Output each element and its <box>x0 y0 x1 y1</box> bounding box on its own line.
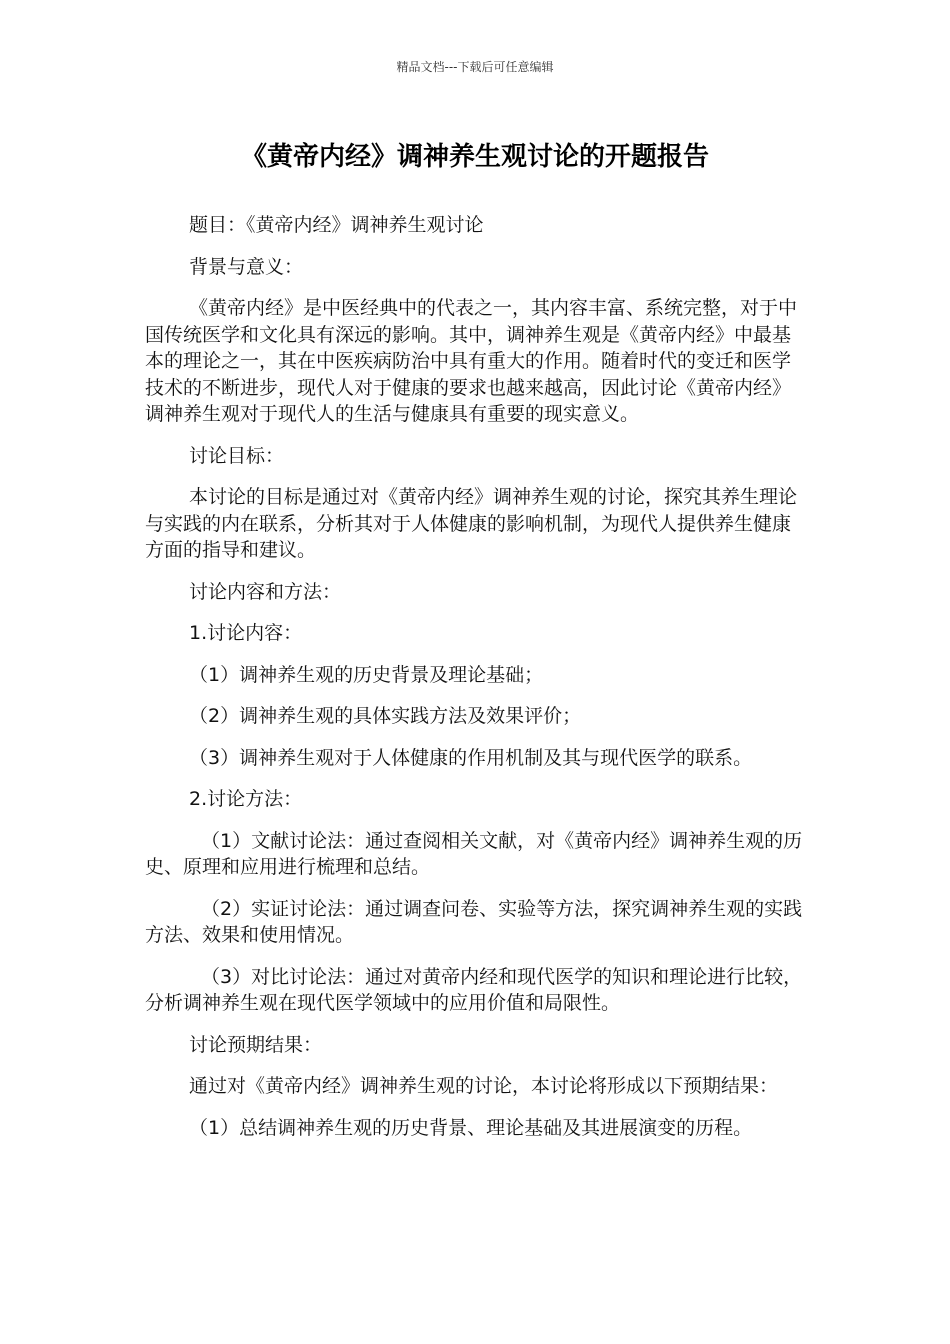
method-item-2: （2）实证讨论法：通过调查问卷、实验等方法，探究调神养生观的实践方法、效果和使用情况。 <box>145 897 803 946</box>
background-paragraph: 《黄帝内经》是中医经典中的代表之一，其内容丰富、系统完整，对于中国传统医学和文化具有深远的影响。其中，调神养生观是《黄帝内经》中最基本的理论之一，其在中医疾病防治中具有重大的作用。随着时代的变迁和医学技术的不断进步，现代人对于健康的要求也越来越高，因此讨论《黄帝内经》调神养生观对于现代人的生活与健康具有重要的现实意义。 <box>145 297 798 425</box>
goal-heading: 讨论目标： <box>189 444 285 467</box>
background-heading: 背景与意义： <box>189 255 304 278</box>
expected-heading: 讨论预期结果： <box>189 1033 323 1056</box>
topic-line: 题目：《黄帝内经》调神养生观讨论 <box>189 214 484 236</box>
method-item-3: （3）对比讨论法：通过对黄帝内经和现代医学的知识和理论进行比较，分析调神养生观在现代医学领域中的应用价值和局限性。 <box>145 965 803 1014</box>
content-heading: 1.讨论内容： <box>189 622 303 644</box>
expected-item-1: （1）总结调神养生观的历史背景、理论基础及其进展演变的历程。 <box>189 1116 753 1139</box>
method-item-1: （1）文献讨论法：通过查阅相关文献，对《黄帝内经》调神养生观的历史、原理和应用进行梳理和总结。 <box>145 829 803 878</box>
content-method-heading: 讨论内容和方法： <box>189 580 342 603</box>
document-title: 《黄帝内经》调神养生观讨论的开题报告 <box>240 142 709 172</box>
header-note: 精品文档---下载后可任意编辑 <box>396 60 554 74</box>
content-item-3: （3）调神养生观对于人体健康的作用机制及其与现代医学的联系。 <box>189 746 753 769</box>
content-item-2: （2）调神养生观的具体实践方法及效果评价； <box>189 705 582 727</box>
method-heading: 2.讨论方法： <box>189 788 303 810</box>
expected-paragraph: 通过对《黄帝内经》调神养生观的讨论，本讨论将形成以下预期结果： <box>189 1075 779 1097</box>
goal-paragraph: 本讨论的目标是通过对《黄帝内经》调神养生观的讨论，探究其养生理论与实践的内在联系，分析其对于人体健康的影响机制，为现代人提供养生健康方面的指导和建议。 <box>145 486 798 561</box>
content-item-1: （1）调神养生观的历史背景及理论基础； <box>189 663 544 686</box>
document-body <box>145 212 807 1156</box>
